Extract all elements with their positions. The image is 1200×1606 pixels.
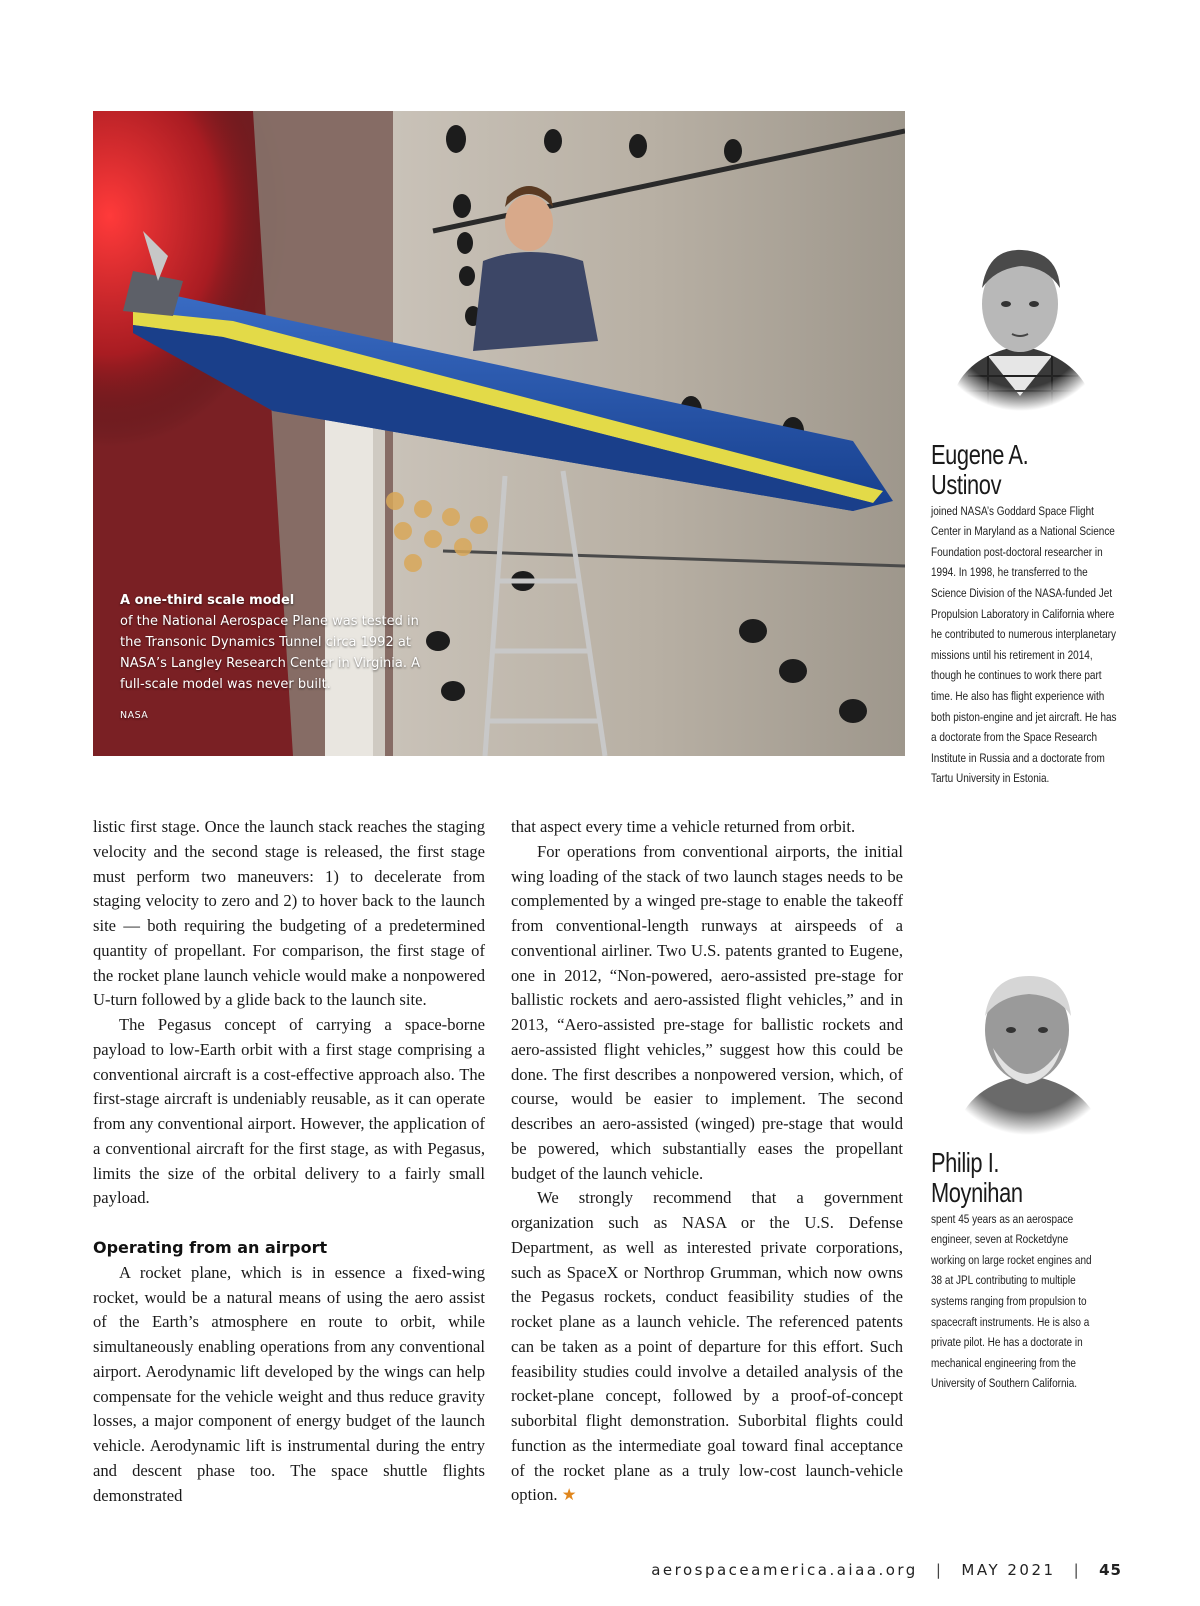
paragraph: that aspect every time a vehicle returned from orbit.	[511, 817, 856, 836]
portrait-philip-moynihan	[935, 950, 1120, 1135]
end-mark-star-icon: ★	[561, 1485, 577, 1505]
article-column-1	[93, 815, 485, 1508]
bio-text: joined NASA’s Goddard Space Flight Center in Maryland as a National Science Foundation post-doctoral researcher in 1994. In 1998, he transferred to the Science Division of the NASA-funded Jet Propulsion Laboratory in California where he contributed to numerous interplanetary missions until his retirement in 2014, though he continues to work there part time. He also has flight experience with both piston-engine and jet aircraft. He has a doctorate from the Space Research Institute in Russia and a doctorate from Tartu University in Estonia.	[931, 503, 1117, 786]
page-footer	[651, 1561, 1122, 1579]
bio-text-block	[931, 440, 1121, 501]
bio-text: spent 45 years as an aerospace engineer, seven at Rocketdyne working on large rocket engines and 38 at JPL contributing to multiple systems ranging from propulsion to spacecraft instruments. He is also a private pilot. He has a doctorate in mechanical engineering from the University of Southern California.	[931, 1211, 1092, 1391]
bio-name: Philip I. Moynihan	[931, 1147, 1023, 1208]
caption-lead: A one-third scale model	[120, 593, 295, 608]
bio-eugene-ustinov	[931, 440, 1121, 789]
footer-date: MAY 2021	[961, 1561, 1056, 1579]
page-number: 45	[1099, 1561, 1122, 1579]
section-heading: Operating from an airport	[93, 1238, 328, 1257]
paragraph: A rocket plane, which is in essence a fixed-wing rocket, would be a natural means of using the aero assist of the Earth’s atmosphere en route to orbit, while simultaneously enabling operations from any conventional airport. Aerodynamic lift developed by the wings can help compensate for the vehicle weight and thus reduce gravity losses, a major component of energy budget of the launch vehicle. Aerodynamic lift is instrumental during the entry and descent phase too. The space shuttle flights demonstrated	[93, 1262, 485, 1505]
photo-credit: NASA	[120, 710, 149, 721]
paragraph-text: We strongly recommend that a government organization such as NASA or the U.S. Defense Department, as well as interested private corporations, such as SpaceX or Northrop Grumman, which now owns the Pegasus rockets, conduct feasibility studies of the rocket plane as a launch vehicle. The referenced patents can be taken as a point of departure for this effort. Such feasibility studies could involve a detailed analysis of the rocket-plane concept, followed by a proof-of-concept suborbital flight demonstration. Suborbital flights could function as the intermediate goal toward final acceptance of the rocket plane as a truly low-cost launch-vehicle option.	[511, 1188, 903, 1505]
footer-separator: |	[935, 1561, 944, 1579]
paragraph: For operations from conventional airports, the initial wing loading of the stack of two launch stages needs to be complemented by a winged pre-stage to enable the takeoff from conventional-length runways at airspeeds of a conventional airliner. Two U.S. patents granted to Eugene, one in 2012, “Non-powered, aero-assisted pre-stage for ballistic rockets and aero-assisted flight vehicles,” and in 2013, “Aero-assisted pre-stage for ballistic rockets and aero-assisted flight vehicles,” suggest how this could be done. The first describes a nonpowered version, which, of course, would be easier to implement. The second describes an aero-assisted (winged) pre-stage that would be powered, which substantially eases the propellant budget of the launch vehicle.	[511, 841, 903, 1183]
caption-body: of the National Aerospace Plane was tested in the Transonic Dynamics Tunnel circa 1992 at NASA’s Langley Research Center in Virginia. A full-scale model was never built.	[120, 614, 420, 692]
footer-site: aerospaceamerica.aiaa.org	[651, 1561, 918, 1579]
portrait-eugene-ustinov	[928, 226, 1113, 411]
footer-separator: |	[1073, 1561, 1082, 1579]
paragraph: The Pegasus concept of carrying a space-borne payload to low-Earth orbit with a first stage comprising a conventional aircraft is a cost-effective approach also. The first-stage aircraft is undeniably reusable, as it can operate from any conventional airport. However, the application of a conventional aircraft for the first stage, as with Pegasus, limits the size of the orbital delivery to a fairly small payload.	[93, 1015, 485, 1208]
paragraph: listic first stage. Once the launch stack reaches the staging velocity and the second stage is released, the first stage must perform two maneuvers: 1) to decelerate from staging velocity to zero and 2) to hover back to the launch site — both requiring the budgeting of a predetermined quantity of propellant. For comparison, the first stage of the rocket plane launch vehicle would make a nonpowered U-turn followed by a glide back to the launch site.	[93, 817, 485, 1010]
photo-caption	[120, 590, 420, 726]
bio-philip-moynihan	[931, 1148, 1121, 1394]
article-column-2	[511, 815, 903, 1508]
bio-name: Eugene A. Ustinov	[931, 439, 1029, 500]
article-photo	[93, 111, 905, 756]
paragraph-final	[511, 1186, 903, 1508]
